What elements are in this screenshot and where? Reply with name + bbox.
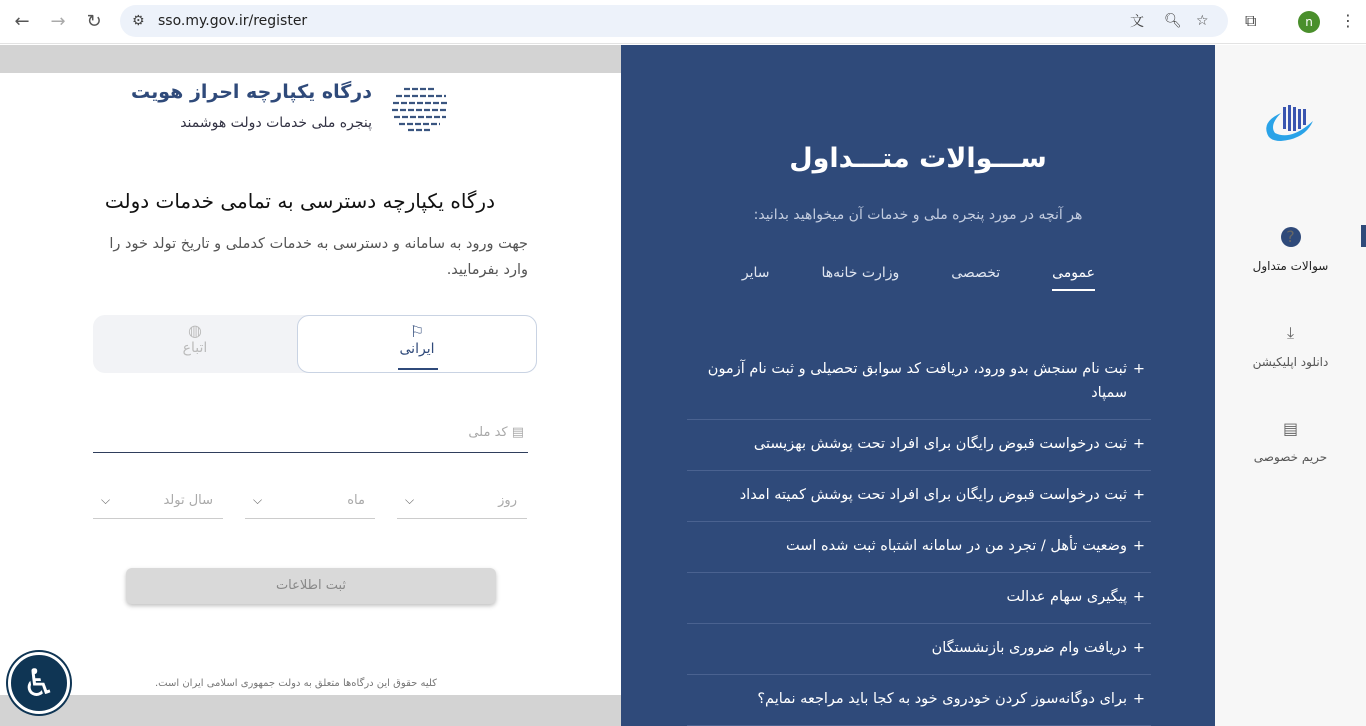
faq-question: برای دوگانه‌سوز کردن خودروی خود به کجا باید مراجعه نمایم؟ bbox=[757, 691, 1127, 707]
plus-icon: + bbox=[1132, 436, 1146, 452]
bookmark-star-icon[interactable]: ☆ bbox=[1196, 13, 1209, 29]
faq-question: پیگیری سهام عدالت bbox=[1006, 589, 1127, 605]
submit-button[interactable]: ثبت اطلاعات bbox=[126, 568, 496, 604]
brand-subtitle: پنجره ملی خدمات دولت هوشمند bbox=[180, 115, 372, 131]
translate-icon[interactable]: 文 bbox=[1130, 14, 1144, 30]
site-info-icon[interactable]: ⚙ bbox=[132, 13, 145, 29]
tab-specialized[interactable]: تخصصی bbox=[951, 265, 1001, 281]
copyright-footer: کلیه حقوق این درگاه‌ها متعلق به دولت جمهوری اسلامی ایران است. bbox=[155, 678, 437, 689]
tab-other[interactable]: سایر bbox=[741, 265, 770, 281]
faq-item[interactable] bbox=[687, 471, 1151, 522]
plus-icon: + bbox=[1132, 487, 1146, 503]
segment-label: ایرانی bbox=[399, 341, 435, 357]
chevron-down-icon: ⌵ bbox=[253, 493, 263, 507]
faq-question: وضعیت تأهل / تجرد من در سامانه اشتباه ثبت شده است bbox=[785, 538, 1127, 554]
sidebar-label: سوالات متداول bbox=[1252, 259, 1329, 273]
site-logo-icon bbox=[1261, 103, 1317, 143]
faq-tabs bbox=[742, 265, 1095, 291]
nationality-toggle bbox=[93, 315, 537, 373]
chevron-down-icon: ⌵ bbox=[101, 493, 111, 507]
globe-icon: ◍ bbox=[188, 321, 202, 340]
page-description: جهت ورود به سامانه و دسترسی به خدمات کدملی و تاریخ تولد خود را وارد بفرمایید. bbox=[109, 236, 528, 278]
faq-question: دریافت وام ضروری بازنشستگان bbox=[931, 640, 1127, 656]
faq-list bbox=[687, 345, 1151, 726]
url-text[interactable]: sso.my.gov.ir/register bbox=[158, 13, 308, 29]
chevron-down-icon: ⌵ bbox=[405, 493, 415, 507]
overlay-strip-bottom bbox=[0, 695, 621, 726]
faq-item[interactable] bbox=[687, 522, 1151, 573]
login-panel bbox=[0, 73, 621, 695]
flag-icon: ⚐ bbox=[409, 322, 425, 341]
tab-general[interactable]: عمومی bbox=[1052, 265, 1095, 291]
back-icon[interactable]: ← bbox=[14, 11, 30, 32]
faq-item[interactable] bbox=[687, 573, 1151, 624]
brand-header bbox=[131, 81, 460, 141]
scrollbar-thumb[interactable] bbox=[1361, 225, 1366, 247]
reload-icon[interactable]: ↻ bbox=[86, 11, 102, 32]
year-placeholder: سال تولد bbox=[163, 493, 213, 508]
browser-toolbar bbox=[0, 0, 1366, 44]
sidebar-item-download-app[interactable] bbox=[1215, 323, 1366, 369]
globe-logo-icon bbox=[390, 83, 450, 133]
sidebar-item-privacy[interactable] bbox=[1215, 419, 1366, 464]
day-placeholder: روز bbox=[498, 493, 517, 508]
faq-subtitle: هر آنچه در مورد پنجره ملی و خدمات آن میخواهید بدانید: bbox=[753, 207, 1083, 223]
sidebar-label: دانلود اپلیکیشن bbox=[1252, 355, 1329, 369]
month-placeholder: ماه bbox=[347, 493, 365, 508]
plus-icon: + bbox=[1132, 691, 1146, 707]
plus-icon: + bbox=[1132, 538, 1146, 554]
month-select[interactable] bbox=[245, 483, 375, 519]
side-nav bbox=[1215, 45, 1366, 726]
extensions-icon[interactable]: ⧉ bbox=[1245, 11, 1257, 30]
plus-icon: + bbox=[1132, 589, 1146, 605]
segment-label: اتباع bbox=[182, 340, 208, 356]
segment-iranian[interactable] bbox=[297, 315, 537, 373]
faq-question: ثبت درخواست قبوض رایگان برای افراد تحت پوشش بهزیستی bbox=[753, 436, 1127, 452]
page-title: درگاه یکپارچه دسترسی به تمامی خدمات دولت bbox=[104, 189, 495, 213]
segment-foreign[interactable] bbox=[93, 315, 297, 373]
menu-icon[interactable]: ⋮ bbox=[1340, 11, 1356, 30]
plus-icon: + bbox=[1132, 361, 1146, 377]
national-code-input[interactable]: ▤ کد ملی bbox=[93, 417, 528, 453]
faq-item[interactable] bbox=[687, 675, 1151, 726]
plus-icon: + bbox=[1132, 640, 1146, 656]
tab-ministries[interactable]: وزارت خانه‌ها bbox=[821, 265, 900, 281]
address-bar[interactable] bbox=[120, 5, 1228, 37]
faq-title: ســـوالات متـــداول bbox=[789, 143, 1047, 174]
faq-item[interactable] bbox=[687, 624, 1151, 675]
profile-avatar[interactable]: n bbox=[1298, 11, 1320, 33]
brand-title: درگاه یکپارچه احراز هویت bbox=[131, 81, 372, 103]
faq-question: ثبت درخواست قبوض رایگان برای افراد تحت پوشش کمیته امداد bbox=[739, 487, 1127, 503]
sidebar-label: حریم خصوصی bbox=[1253, 450, 1328, 464]
question-icon: ? bbox=[1281, 227, 1301, 247]
national-code-placeholder: کد ملی bbox=[468, 425, 508, 440]
accessibility-icon[interactable]: ♿︎ bbox=[8, 652, 70, 714]
certificate-icon: ▤ bbox=[1282, 419, 1299, 438]
sidebar-item-faq[interactable] bbox=[1215, 227, 1366, 273]
faq-item[interactable] bbox=[687, 420, 1151, 471]
forward-icon[interactable]: → bbox=[50, 11, 66, 32]
faq-question: ثبت نام سنجش بدو ورود، دریافت کد سوابق تحصیلی و ثبت نام آزمون سمپاد bbox=[707, 361, 1127, 401]
download-icon: ⤓ bbox=[1286, 323, 1295, 342]
faq-panel bbox=[621, 45, 1215, 726]
faq-item[interactable] bbox=[687, 345, 1151, 420]
birth-year-select[interactable] bbox=[93, 483, 223, 519]
zoom-icon[interactable]: 🔍︎ bbox=[1164, 13, 1182, 29]
day-select[interactable] bbox=[397, 483, 527, 519]
